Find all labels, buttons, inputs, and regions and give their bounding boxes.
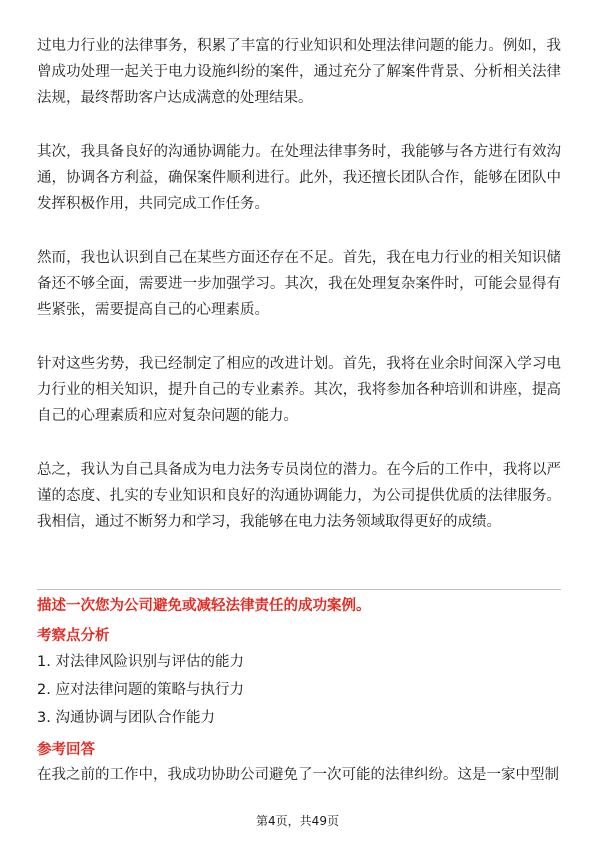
paragraph-2: 其次，我具备良好的沟通协调能力。在处理法律事务时，我能够与各方进行有效沟通，协调各方利益，确保案件顺利进行。此外，我还擅长团队合作，能够在团队中发挥积极作用，共同完成工作任务。 (37, 144, 561, 212)
paragraph-3: 然而，我也认识到自己在某些方面还存在不足。首先，我在电力行业的相关知识储备还不够全面，需要进一步加强学习。其次，我在处理复杂案件时，可能会显得有些紧张，需要提高自己的心理素质。 (37, 250, 561, 318)
analysis-item: 2. 应对法律问题的策略与执行力 (37, 682, 244, 698)
answer-text: 在我之前的工作中，我成功协助公司避免了一次可能的法律纠纷。这是一家中型制 (37, 767, 559, 783)
analysis-item: 1. 对法律风险识别与评估的能力 (37, 654, 244, 670)
analysis-heading: 考察点分析 (37, 628, 110, 644)
section-divider (37, 589, 561, 590)
paragraph-1: 过电力行业的法律事务，积累了丰富的行业知识和处理法律问题的能力。例如，我曾成功处理一起关于电力设施纠纷的案件，通过充分了解案件背景、分析相关法律法规，最终帮助客户达成满意的处理结果。 (37, 38, 561, 106)
answer-heading: 参考回答 (37, 742, 95, 758)
question-title: 描述一次您为公司避免或减轻法律责任的成功案例。 (37, 598, 371, 614)
body-text (37, 33, 561, 563)
page-number: 第4页，共49页 (256, 814, 339, 828)
paragraph-4: 针对这些劣势，我已经制定了相应的改进计划。首先，我将在业余时间深入学习电力行业的相关知识，提升自己的专业素养。其次，我将参加各种培训和讲座，提高自己的心理素质和应对复杂问题的能力。 (37, 356, 561, 424)
question-section (37, 594, 561, 788)
analysis-item: 3. 沟通协调与团队合作能力 (37, 710, 215, 726)
paragraph-5: 总之，我认为自己具备成为电力法务专员岗位的潜力。在今后的工作中，我将以严谨的态度、扎实的专业知识和良好的沟通协调能力，为公司提供优质的法律服务。我相信，通过不断努力和学习，我能够在电力法务领域取得更好的成绩。 (37, 462, 561, 530)
